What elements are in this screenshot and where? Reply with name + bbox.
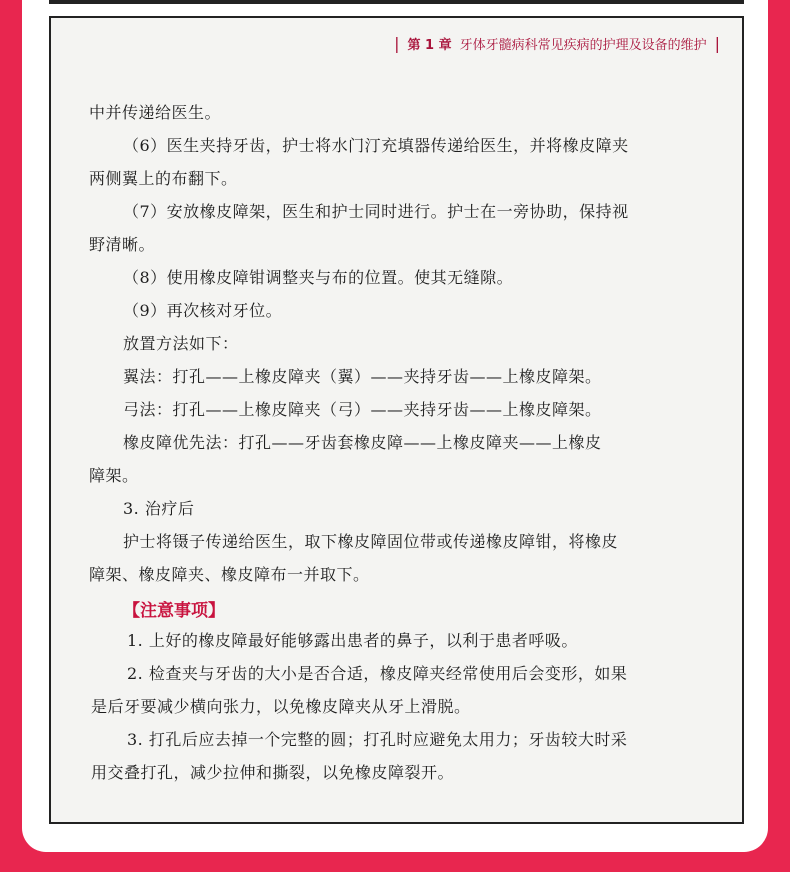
note-line: 用交叠打孔，减少拉伸和撕裂，以免橡皮障裂开。 xyxy=(91,763,455,782)
book-page xyxy=(49,16,744,824)
running-header: | 第 1 章 牙体牙髓病科常见疾病的护理及设备的维护 | xyxy=(394,33,720,53)
section-heading: 3. 治疗后 xyxy=(123,499,195,518)
body-line: （8）使用橡皮障钳调整夹与布的位置。使其无缝隙。 xyxy=(123,268,514,287)
chapter-number: 第 1 章 xyxy=(407,37,452,53)
body-line: 翼法：打孔——上橡皮障夹（翼）——夹持牙齿——上橡皮障架。 xyxy=(123,367,602,386)
note-line: 1. 上好的橡皮障最好能够露出患者的鼻子，以利于患者呼吸。 xyxy=(127,631,578,650)
body-line: （6）医生夹持牙齿，护士将水门汀充填器传递给医生，并将橡皮障夹 xyxy=(123,136,629,155)
body-line: 障架。 xyxy=(89,466,139,485)
chapter-title: 牙体牙髓病科常见疾病的护理及设备的维护 xyxy=(459,37,707,53)
body-line: 放置方法如下： xyxy=(123,334,239,353)
body-line: 弓法：打孔——上橡皮障夹（弓）——夹持牙齿——上橡皮障架。 xyxy=(123,400,602,419)
body-line: 两侧翼上的布翻下。 xyxy=(89,169,238,188)
body-line: 橡皮障优先法：打孔——牙齿套橡皮障——上橡皮障夹——上橡皮 xyxy=(123,433,602,452)
body-line: （7）安放橡皮障架，医生和护士同时进行。护士在一旁协助，保持视 xyxy=(123,202,629,221)
body-line: 护士将镊子传递给医生，取下橡皮障固位带或传递橡皮障钳，将橡皮 xyxy=(123,532,619,551)
body-line: （9）再次核对牙位。 xyxy=(123,301,283,320)
note-line: 3. 打孔后应去掉一个完整的圆；打孔时应避免太用力；牙齿较大时采 xyxy=(127,730,628,749)
notes-title: 【注意事项】 xyxy=(123,601,225,621)
note-line: 是后牙要减少横向张力，以免橡皮障夹从牙上滑脱。 xyxy=(91,697,471,716)
body-line: 中并传递给医生。 xyxy=(89,103,222,122)
note-line: 2. 检查夹与牙齿的大小是否合适，橡皮障夹经常使用后会变形，如果 xyxy=(127,664,628,683)
body-line: 野清晰。 xyxy=(89,235,156,254)
body-line: 障架、橡皮障夹、橡皮障布一并取下。 xyxy=(89,565,370,584)
top-bar xyxy=(49,0,744,4)
